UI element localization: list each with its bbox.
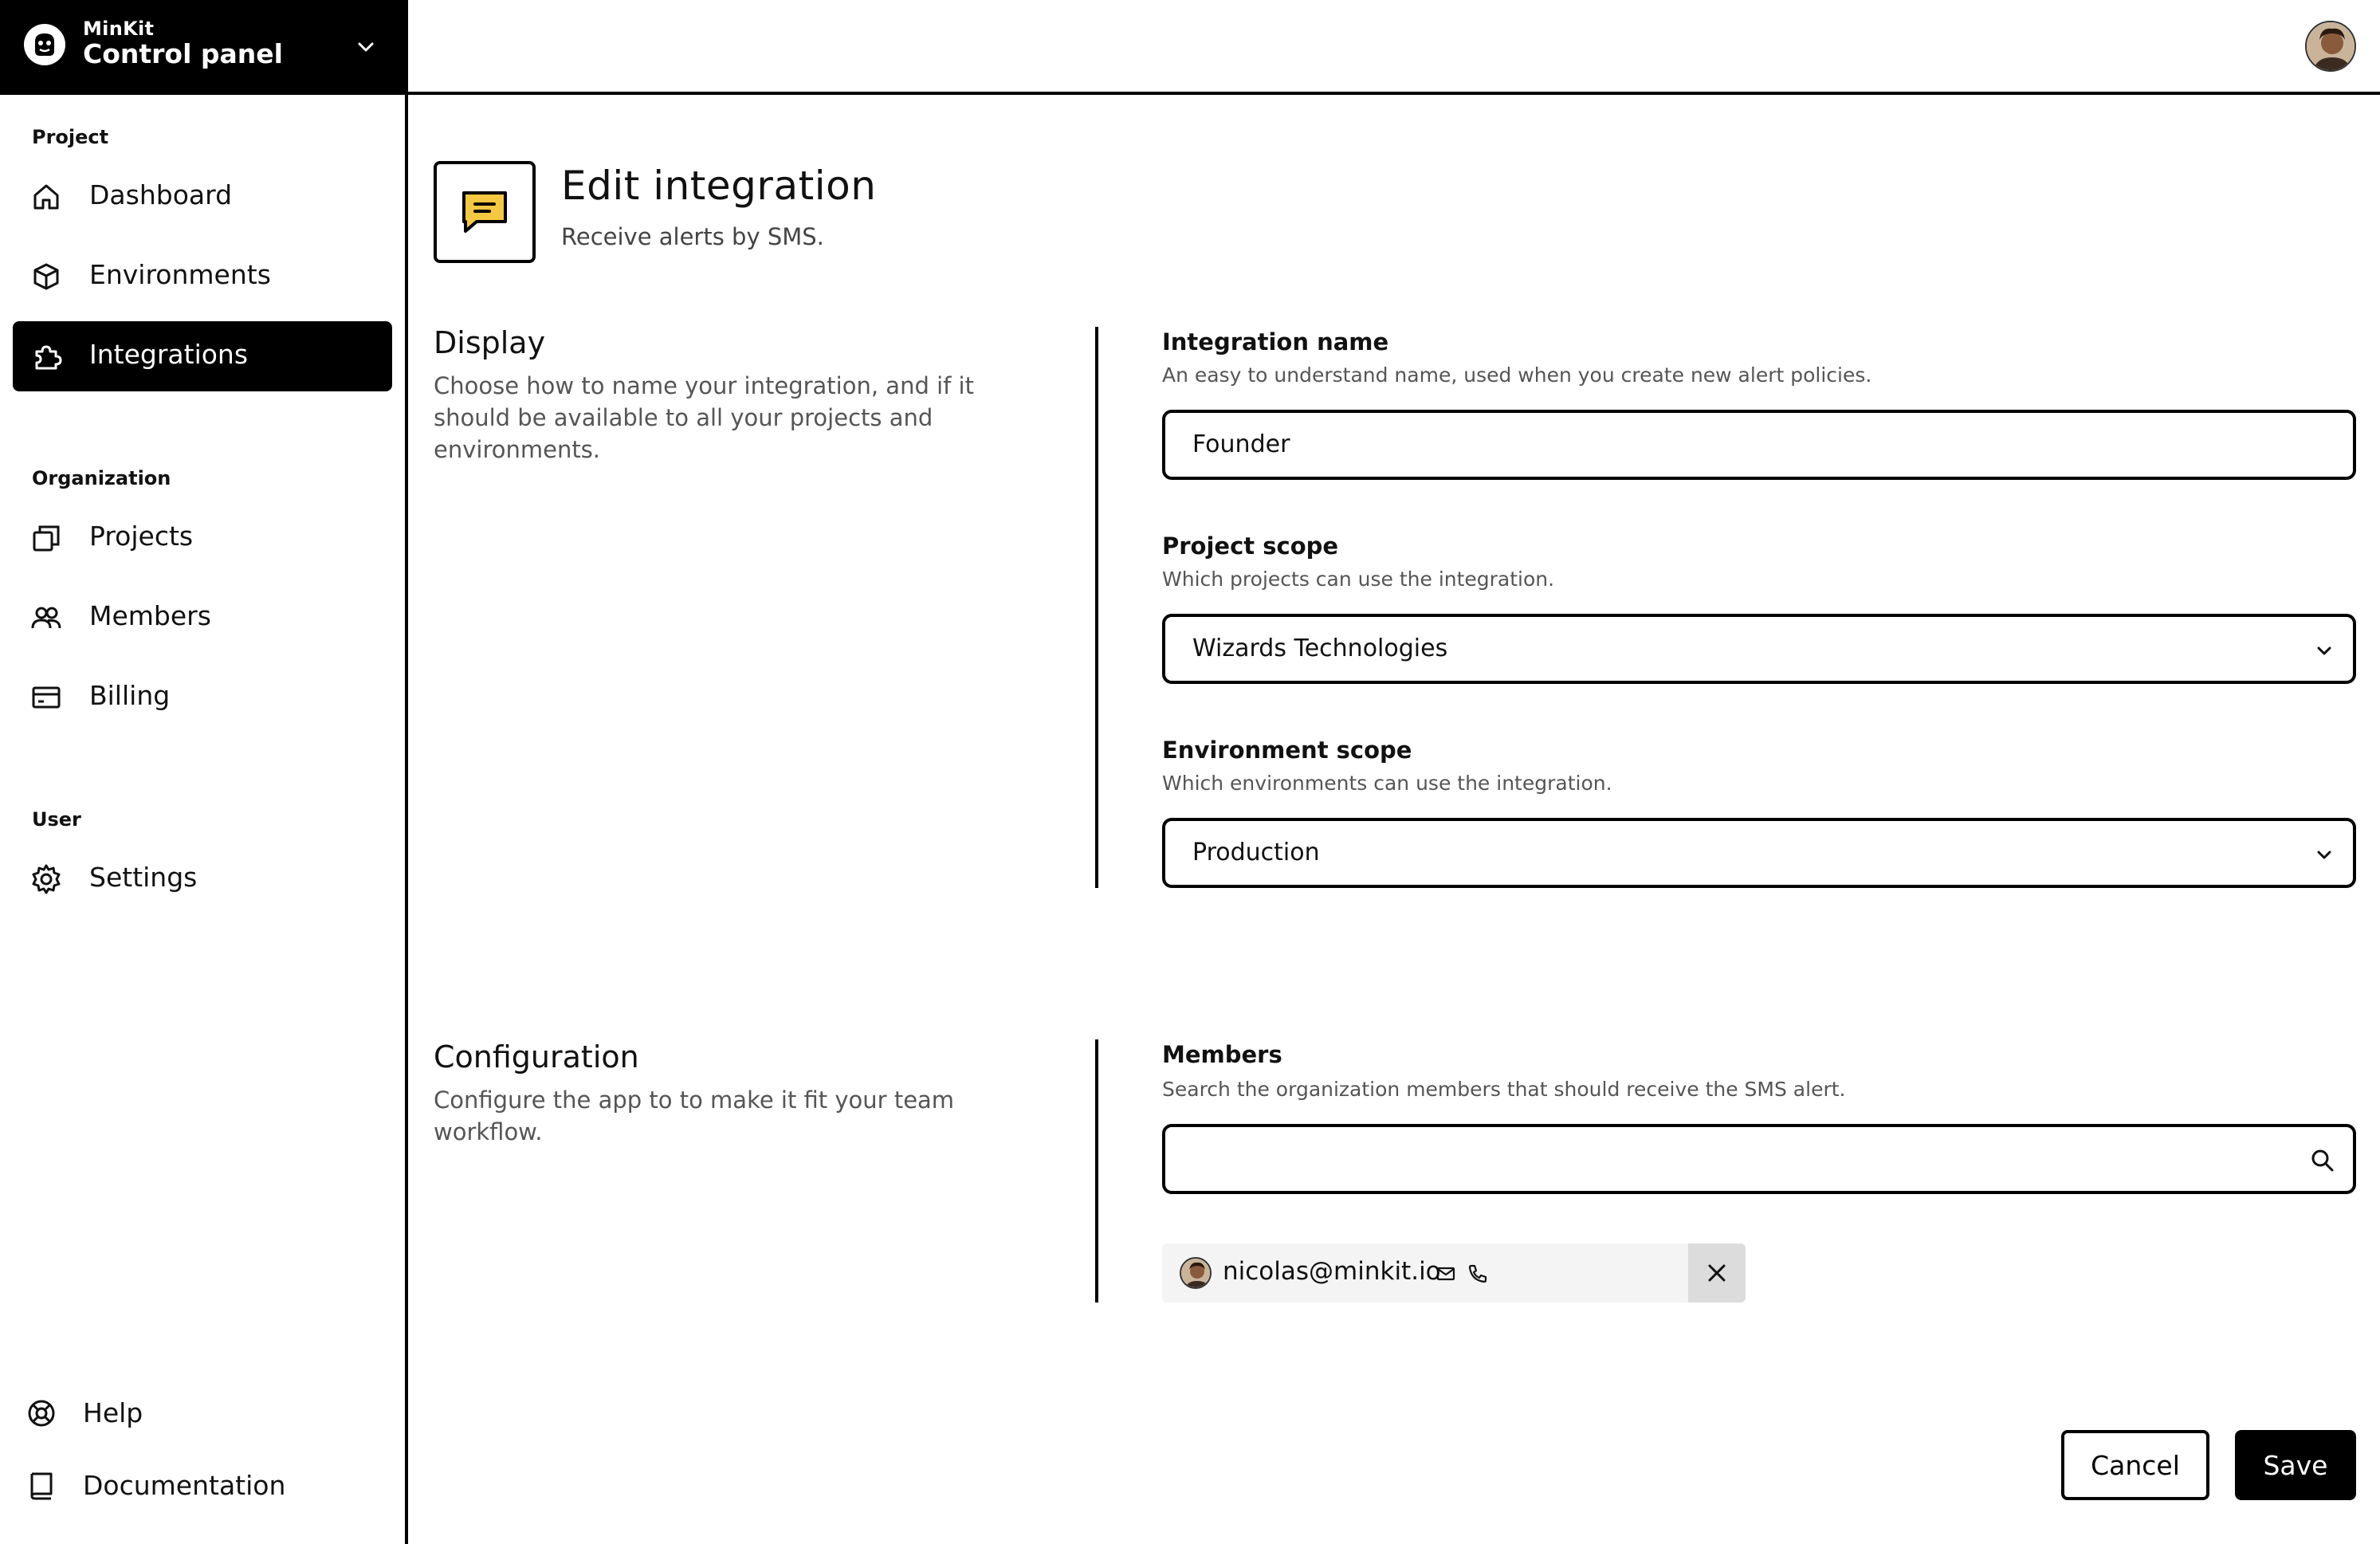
integration-name-help: An easy to understand name, used when you create new alert policies. [1162, 363, 1872, 387]
chat-message-icon [459, 187, 510, 238]
member-avatar [1180, 1257, 1212, 1289]
users-icon [30, 602, 62, 634]
project-scope-help: Which projects can use the integration. [1162, 568, 1555, 591]
sidebar-item-label: Environments [89, 259, 271, 290]
display-section-title: Display [434, 325, 546, 360]
integration-name-input[interactable] [1162, 410, 2356, 480]
sidebar-item-documentation[interactable] [22, 1462, 373, 1510]
cancel-button[interactable]: Cancel [2061, 1430, 2209, 1500]
sidebar-item-environments[interactable] [13, 242, 392, 312]
integration-name-label: Integration name [1162, 328, 1389, 356]
members-label: Members [1162, 1041, 1282, 1068]
minkit-logo-icon [24, 24, 65, 65]
configuration-section-title: Configuration [434, 1039, 639, 1075]
project-scope-label: Project scope [1162, 532, 1339, 560]
stack-icon [30, 522, 62, 554]
sidebar-item-label: Members [89, 600, 211, 631]
sidebar [0, 0, 408, 1544]
sidebar-item-integrations[interactable] [13, 321, 392, 391]
gear-icon [30, 863, 62, 895]
save-button[interactable]: Save [2235, 1430, 2356, 1500]
integration-name-value: Founder [1192, 430, 1290, 458]
members-help: Search the organization members that should receive the SMS alert. [1162, 1078, 1846, 1101]
members-search-input[interactable] [1162, 1124, 2356, 1194]
close-icon [1706, 1262, 1728, 1284]
section-divider [1095, 1039, 1098, 1302]
mail-icon [1435, 1263, 1457, 1285]
home-icon [30, 181, 62, 213]
chevron-down-icon [2313, 639, 2335, 662]
page-title: Edit integration [561, 163, 877, 209]
integration-icon-box [434, 161, 536, 263]
sidebar-item-billing[interactable] [13, 662, 392, 733]
sidebar-item-dashboard[interactable] [13, 162, 392, 232]
configuration-section-description: Configure the app to to make it fit your team workflow. [434, 1086, 955, 1145]
remove-member-button[interactable] [1688, 1243, 1746, 1302]
page-subtitle: Receive alerts by SMS. [561, 223, 824, 250]
org-switcher[interactable] [0, 0, 408, 95]
sidebar-item-projects[interactable] [13, 503, 392, 573]
org-name: MinKit [83, 18, 155, 40]
project-scope-select[interactable] [1162, 614, 2356, 684]
chevron-down-icon [354, 35, 378, 59]
section-label-user: User [32, 808, 81, 831]
user-avatar[interactable] [2305, 21, 2356, 72]
book-icon [26, 1470, 57, 1502]
sidebar-item-label: Projects [89, 521, 194, 552]
environment-scope-value: Production [1192, 839, 1320, 866]
phone-icon [1467, 1263, 1489, 1285]
chevron-down-icon [2313, 843, 2335, 866]
app-title: Control panel [83, 38, 283, 69]
display-section-description: Choose how to name your integration, and if it should be available to all your projects and environments. [434, 372, 974, 463]
environment-scope-label: Environment scope [1162, 737, 1412, 764]
sidebar-item-label: Settings [89, 862, 198, 893]
sidebar-item-label: Integrations [89, 339, 249, 370]
environment-scope-help: Which environments can use the integration. [1162, 772, 1612, 795]
sidebar-item-label: Dashboard [89, 179, 233, 210]
sidebar-item-label: Billing [89, 680, 171, 711]
top-bar [408, 0, 2380, 95]
sidebar-item-members[interactable] [13, 583, 392, 653]
section-label-organization: Organization [32, 467, 171, 489]
section-label-project: Project [32, 126, 109, 148]
puzzle-icon [30, 340, 62, 372]
sidebar-item-help[interactable] [22, 1389, 373, 1437]
card-icon [30, 682, 62, 713]
member-chip [1162, 1243, 1746, 1302]
sidebar-item-settings[interactable] [13, 844, 392, 914]
section-divider [1095, 327, 1098, 888]
project-scope-value: Wizards Technologies [1192, 634, 1448, 662]
member-email: nicolas@minkit.io [1223, 1257, 1441, 1286]
lifebuoy-icon [26, 1397, 57, 1429]
environment-scope-select[interactable] [1162, 818, 2356, 888]
cube-icon [30, 261, 62, 293]
sidebar-item-label: Documentation [83, 1470, 286, 1501]
sidebar-item-label: Help [83, 1397, 143, 1428]
search-icon[interactable] [2308, 1146, 2337, 1175]
